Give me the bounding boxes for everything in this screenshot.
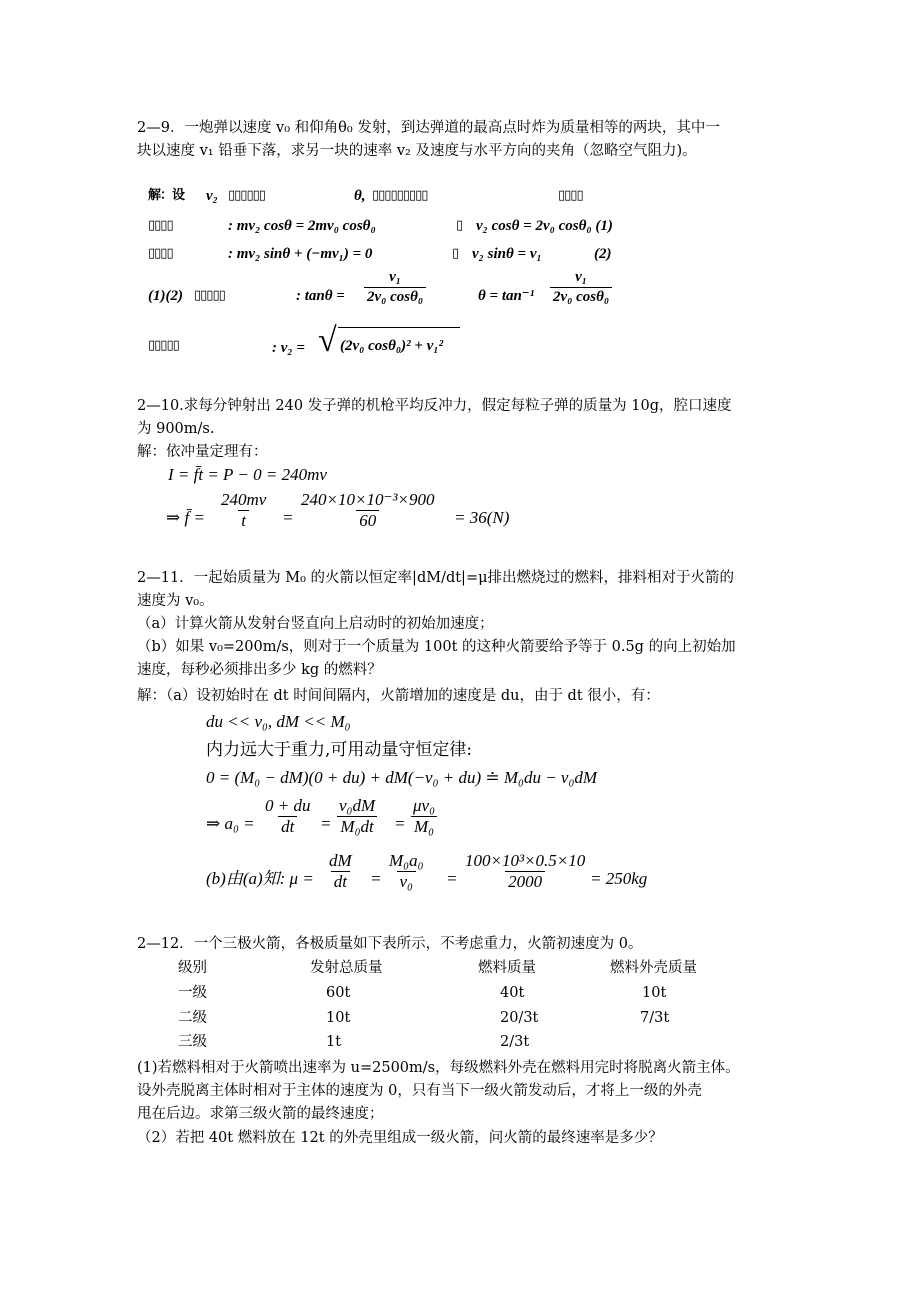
garbled-glyphs: ▯▯▯▯ bbox=[148, 218, 173, 233]
table-cell: 10t bbox=[642, 985, 667, 1001]
problem-2-9-line-1: 2—9．一炮弹以速度 v₀ 和仰角θ₀ 发射，到达弹道的最高点时炸为质量相等的两块，其中一 bbox=[137, 120, 720, 136]
table-cell: 20/3t bbox=[500, 1010, 539, 1026]
momentum-equation: 0 = (M₀ − dM)(0 + du) + dM(−v₀ + du) ≐ M₀du − v₀dM bbox=[206, 768, 598, 787]
numerator: dM bbox=[329, 851, 352, 870]
problem-2-12-q1-line-2: 设外壳脱离主体时相对于主体的速度为 0，只有当下一级火箭发动后，才将上一级的外壳 bbox=[137, 1083, 702, 1099]
garbled-glyphs: ▯▯▯▯▯ bbox=[148, 338, 179, 353]
momentum-note: 内力远大于重力,可用动量守恒定律: bbox=[206, 740, 473, 760]
table-cell: 一级 bbox=[178, 985, 207, 1001]
mu-result: = 250kg bbox=[590, 869, 648, 888]
garbled-glyphs: ▯▯▯▯ bbox=[148, 246, 173, 261]
mu-fraction-1 bbox=[326, 851, 355, 892]
eq-2-9-2: v₂ sinθ = v₁ bbox=[472, 246, 542, 262]
problem-2-11-solution: 解：（a）设初始时在 dt 时间间隔内，火箭增加的速度是 du，由于 dt 很小，有： bbox=[137, 688, 660, 704]
problem-2-11-line-2: 速度为 v₀。 bbox=[137, 593, 214, 609]
table-cell: 10t bbox=[326, 1010, 351, 1026]
table-header: 级别 bbox=[178, 960, 207, 976]
numerator: 0 + du bbox=[265, 796, 311, 815]
force-fraction-2 bbox=[298, 490, 438, 531]
mu-fraction-3 bbox=[462, 851, 588, 892]
problem-2-10-line-1: 2—10.求每分钟射出 240 发子弹的机枪平均反冲力，假定每粒子弹的质量为 10g，腔口速度 bbox=[137, 398, 732, 414]
eq-2-9-ref: (1)(2) bbox=[148, 288, 183, 304]
denominator: M₀dt bbox=[337, 816, 376, 837]
sqrt-bar bbox=[338, 327, 460, 328]
denominator: 2v₀ cosθ₀ bbox=[364, 287, 426, 307]
v2-result-lhs: : v₂ = bbox=[272, 340, 305, 356]
numerator: 240×10×10⁻³×900 bbox=[301, 490, 435, 509]
numerator: v₀dM bbox=[339, 796, 376, 815]
problem-2-11-part-a: （a）计算火箭从发射台竖直向上启动时的初始加速度； bbox=[137, 616, 494, 632]
problem-2-12-line-1: 2—12．一个三极火箭，各极质量如下表所示，不考虑重力，火箭初速度为 0。 bbox=[137, 936, 643, 952]
table-cell: 2/3t bbox=[500, 1034, 530, 1050]
denominator: t bbox=[238, 510, 249, 531]
solution-label: 解：设 bbox=[148, 188, 185, 203]
force-result: = 36(N) bbox=[454, 508, 510, 527]
table-header: 燃料质量 bbox=[478, 960, 536, 976]
table-cell: 60t bbox=[326, 985, 351, 1001]
eq-tag: (2) bbox=[594, 246, 612, 262]
numerator: M₀a₀ bbox=[389, 851, 424, 870]
theta-symbol: θ, bbox=[354, 188, 366, 204]
denominator: dt bbox=[278, 816, 297, 837]
table-cell: 1t bbox=[326, 1034, 342, 1050]
numerator: v₁ bbox=[389, 269, 402, 285]
denominator: v₀ bbox=[397, 871, 416, 892]
numerator: 240mv bbox=[221, 490, 267, 509]
denominator: 2v₀ cosθ₀ bbox=[550, 287, 612, 307]
eq-2-9-vertical: : mv₂ sinθ + (−mv₁) = 0 bbox=[228, 246, 373, 262]
garbled-glyphs: ▯▯▯▯▯ bbox=[194, 288, 225, 303]
problem-2-10-solution: 解：依冲量定理有： bbox=[137, 444, 268, 460]
arctan-fraction bbox=[550, 268, 612, 307]
tan-lhs: : tanθ = bbox=[296, 288, 345, 304]
equals: = bbox=[282, 508, 294, 527]
v2-radicand: (2v₀ cosθ₀)² + v₁² bbox=[340, 338, 444, 354]
table-header: 发射总质量 bbox=[310, 960, 383, 976]
problem-2-12-q1-line-1: (1)若燃料相对于火箭喷出速率为 u=2500m/s，每级燃料外壳在燃料用完时将脱离火箭主体。 bbox=[137, 1060, 740, 1076]
tan-fraction bbox=[364, 268, 426, 307]
accel-lhs: ⇒ a₀ = bbox=[206, 814, 255, 833]
eq-2-9-horizontal: : mv₂ cosθ = 2mv₀ cosθ₀ bbox=[228, 218, 376, 234]
garbled-glyphs: ▯ bbox=[452, 246, 459, 261]
impulse-equation: I = f̄t = P − 0 = 240mv bbox=[168, 465, 327, 484]
numerator: μv₀ bbox=[413, 796, 435, 815]
numerator: v₁ bbox=[575, 269, 588, 285]
garbled-glyphs: ▯▯▯▯▯▯ bbox=[228, 188, 265, 203]
denominator: M₀ bbox=[411, 816, 437, 837]
garbled-glyphs: ▯▯▯▯ bbox=[558, 188, 583, 203]
problem-2-10-line-2: 为 900m/s. bbox=[137, 421, 215, 437]
eq-2-9-1: v₂ cosθ = 2v₀ cosθ₀ (1) bbox=[476, 218, 613, 234]
problem-2-11-part-b-1: （b）如果 v₀=200m/s，则对于一个质量为 100t 的这种火箭要给予等于 0.5g 的向上初始加 bbox=[137, 639, 736, 655]
problem-2-12-q2: （2）若把 40t 燃料放在 12t 的外壳里组成一级火箭，问火箭的最终速率是多少？ bbox=[137, 1130, 663, 1146]
problem-2-12-q1-line-3: 甩在后边。求第三级火箭的最终速度； bbox=[137, 1106, 384, 1122]
v2-symbol: v₂ bbox=[206, 188, 218, 204]
accel-fraction-1 bbox=[262, 796, 313, 837]
table-cell: 7/3t bbox=[640, 1010, 670, 1026]
table-cell: 40t bbox=[500, 985, 525, 1001]
table-cell: 三级 bbox=[178, 1034, 207, 1050]
equals: = bbox=[370, 869, 382, 888]
sqrt-sign: √ bbox=[318, 322, 337, 359]
denominator: dt bbox=[331, 871, 350, 892]
force-lhs: ⇒ f̄ = bbox=[166, 508, 205, 527]
denominator: 60 bbox=[356, 510, 379, 531]
equals: = bbox=[446, 869, 458, 888]
problem-2-11-line-1: 2—11．一起始质量为 M₀ 的火箭以恒定率|dM/dt|=μ排出燃烧过的燃料，排料相对于火箭的 bbox=[137, 570, 735, 586]
force-fraction-1 bbox=[218, 490, 269, 531]
accel-fraction-2 bbox=[336, 796, 378, 837]
garbled-glyphs: ▯ bbox=[456, 218, 463, 233]
problem-2-9-line-2: 块以速度 v₁ 铅垂下落，求另一块的速率 v₂ 及速度与水平方向的夹角（忽略空气阻力)。 bbox=[137, 143, 697, 159]
theta-arctan: θ = tan⁻¹ bbox=[478, 288, 535, 304]
table-header: 燃料外壳质量 bbox=[610, 960, 697, 976]
numerator: 100×10³×0.5×10 bbox=[465, 851, 586, 870]
accel-fraction-3 bbox=[410, 796, 438, 837]
mu-lhs: (b)由(a)知: μ = bbox=[206, 869, 314, 888]
equals: = bbox=[394, 814, 406, 833]
small-quantities: du << v₀, dM << M₀ bbox=[206, 712, 351, 731]
table-cell: 二级 bbox=[178, 1010, 207, 1026]
equals: = bbox=[320, 814, 332, 833]
garbled-glyphs: ▯▯▯▯▯▯▯▯▯ bbox=[372, 188, 428, 203]
mu-fraction-2 bbox=[386, 851, 426, 892]
denominator: 2000 bbox=[505, 871, 545, 892]
problem-2-11-part-b-2: 速度，每秒必须排出多少 kg 的燃料？ bbox=[137, 662, 382, 678]
